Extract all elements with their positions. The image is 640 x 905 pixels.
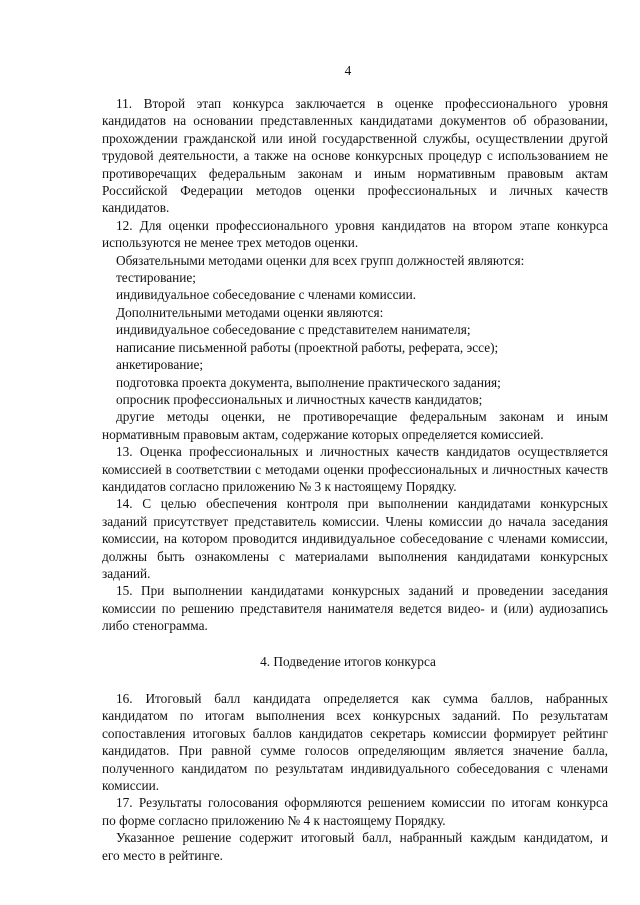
paragraph-17-decision <box>88 829 608 864</box>
paragraph-line: 13. Оценка профессиональных и личностных качеств кандидатов осуществляется <box>116 444 608 460</box>
additional-methods-intro: Дополнительными методами оценки являются: <box>116 304 384 320</box>
paragraph-line: полученного кандидатом по результатам индивидуального собеседования с членами <box>102 760 608 776</box>
section-heading: 4. Подведение итогов конкурса <box>260 653 436 669</box>
method-item: подготовка проекта документа, выполнение практического задания; <box>116 374 501 390</box>
method-item: опросник профессиональных и личностных качеств кандидатов; <box>116 391 483 407</box>
page-number: 4 <box>344 63 352 78</box>
paragraph-line: 14. С целью обеспечения контроля при выполнении кандидатами конкурсных <box>116 496 608 512</box>
paragraph-line: кандидатов. <box>102 200 170 216</box>
paragraph-line: заданий. <box>102 565 151 581</box>
paragraph-line: либо стенограмма. <box>102 618 208 634</box>
other-methods <box>88 408 608 443</box>
mandatory-methods <box>88 252 608 304</box>
mandatory-methods-intro: Обязательными методами оценки для всех групп должностей являются: <box>116 252 525 268</box>
paragraph-line: трудовой деятельности, а также на основе конкурсных процедур с использованием не <box>102 148 608 164</box>
additional-methods <box>88 304 608 408</box>
method-item: индивидуальное собеседование с представителем нанимателя; <box>116 322 471 338</box>
paragraph-line: нормативным правовым актам, содержание которых определяется комиссией. <box>102 426 544 442</box>
paragraph-line: противоречащих федеральным законам и иным нормативным правовым актам <box>102 165 608 181</box>
paragraph-17 <box>88 794 608 829</box>
paragraph-line: 15. При выполнении кандидатами конкурсных заданий и проведении заседания <box>116 583 608 599</box>
paragraph-12 <box>88 217 608 252</box>
paragraph-15 <box>88 582 608 634</box>
paragraph-line: кандидатов на основании представленных кандидатами документов об образовании, <box>102 113 608 129</box>
paragraph-line: комиссией в соответствии с методами оценки профессиональных и личностных качеств <box>102 461 608 477</box>
method-item: тестирование; <box>116 270 197 286</box>
method-item: индивидуальное собеседование с членами комиссии. <box>116 287 417 303</box>
paragraph-line: по форме согласно приложению № 4 к настоящему Порядку. <box>102 812 446 828</box>
method-item: написание письменной работы (проектной работы, реферата, эссе); <box>116 339 499 355</box>
paragraph-line: прохождении гражданской или иной государственной службы, осуществлении другой <box>102 130 608 146</box>
paragraph-11 <box>88 95 608 217</box>
paragraph-line: должны быть ознакомлены с материалами выполнения кандидатами конкурсных <box>102 548 608 564</box>
paragraph-line: комиссии. <box>102 778 160 794</box>
method-item: анкетирование; <box>116 357 204 373</box>
paragraph-line: комиссии по решению представителя нанимателя ведется видео- и (или) аудиозапись <box>102 600 608 616</box>
paragraph-line: Российской Федерации методов оценки профессиональных и личных качеств <box>102 183 608 199</box>
paragraph-line: заданий присутствует представитель комиссии. Члены комиссии до начала заседания <box>102 513 608 529</box>
document-body <box>88 95 608 864</box>
paragraph-13 <box>88 443 608 495</box>
paragraph-line: кандидатов. При равной сумме голосов определяющим является значение балла, <box>102 743 608 759</box>
paragraph-line: Указанное решение содержит итоговый балл, набранный каждым кандидатом, и <box>116 830 608 846</box>
paragraph-16 <box>88 690 608 794</box>
paragraph-line: комиссии, на котором проводится индивидуальное собеседование с членами комиссии, <box>102 531 608 547</box>
paragraph-line: 16. Итоговый балл кандидата определяется как сумма баллов, набранных <box>116 691 608 706</box>
paragraph-14 <box>88 495 608 582</box>
paragraph-line: другие методы оценки, не противоречащие федеральным законам и иным <box>116 409 608 425</box>
paragraph-line: 12. Для оценки профессионального уровня кандидатов на втором этапе конкурса <box>116 217 608 233</box>
paragraph-line: сопоставления итоговых баллов кандидатов секретарь комиссии формирует рейтинг <box>102 725 608 741</box>
paragraph-line: 17. Результаты голосования оформляются решением комиссии по итогам конкурса <box>116 795 608 811</box>
paragraph-line: используются не менее трех методов оценки. <box>102 235 359 251</box>
paragraph-line: 11. Второй этап конкурса заключается в оценке профессионального уровня <box>116 96 608 111</box>
paragraph-line: его место в рейтинге. <box>102 847 223 863</box>
paragraph-line: кандидатов согласно приложению № 3 к настоящему Порядку. <box>102 478 457 494</box>
paragraph-line: кандидатом по итогам выполнения всех конкурсных заданий. По результатам <box>102 708 608 724</box>
